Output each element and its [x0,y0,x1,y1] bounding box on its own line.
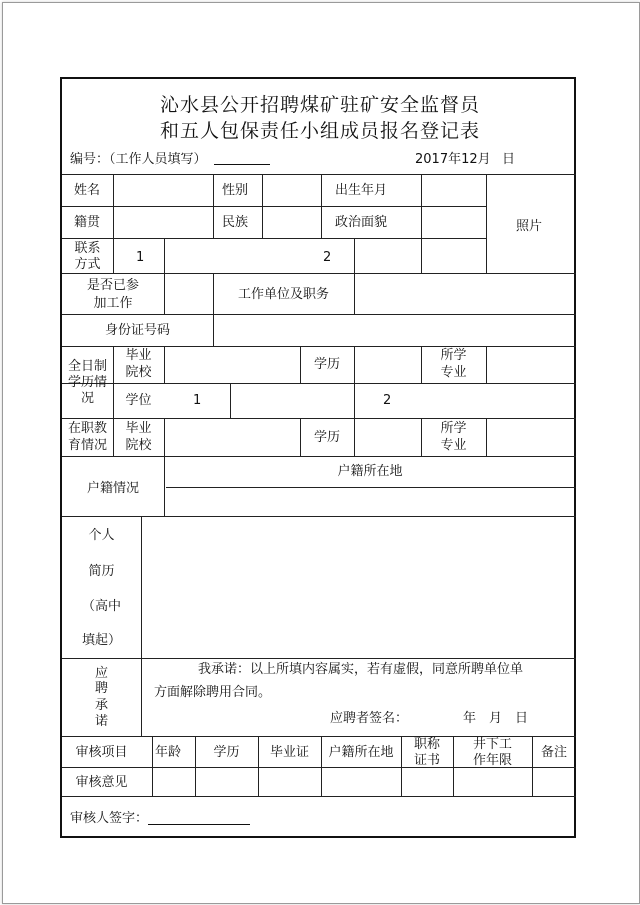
pledge-sign-label: 应聘者签名： [330,711,409,726]
day-label: 日 [502,152,516,167]
review-underground-label-1: 井下工 [472,737,512,752]
ethnicity-label: 民族 [222,215,249,230]
review-title-cert-label-2: 证书 [413,753,440,768]
pledge-label-1: 应 [94,666,108,681]
birth-label: 出生年月 [335,183,388,198]
contact-label-1: 联系 [74,241,101,256]
inservice-label-1: 在职教 [67,421,107,436]
pledge-label-3: 承 [94,698,108,713]
contact-label-2: 方式 [74,257,101,272]
political-status-label: 政治面貌 [335,215,388,230]
pledge-label-4: 诺 [94,714,108,729]
review-household-label: 户籍所在地 [328,745,394,760]
resume-label-4: 填起） [81,633,121,648]
fulltime-major-label-2: 专业 [440,365,467,380]
contact-1-label: 1 [136,250,145,265]
fulltime-label-2: 学历情 [67,375,107,390]
inservice-school-label-1: 毕业 [125,421,152,436]
resume-label-3: （高中 [81,599,121,614]
inservice-major-label-2: 专业 [440,438,467,453]
participated-label-2: 加工作 [93,296,133,311]
review-item-label: 审核项目 [75,745,128,760]
review-diploma-label: 毕业证 [269,745,309,760]
native-place-label: 籍贯 [74,215,101,230]
fulltime-school-label-1: 毕业 [125,348,152,363]
inservice-school-label-2: 院校 [125,438,152,453]
fulltime-label-1: 全日制 [67,359,107,374]
pledge-text-1: 我承诺：以上所填内容属实，若有虚假，同意所聘单位单 [198,662,524,677]
participated-label-1: 是否已参 [86,278,139,293]
pledge-date: 年 月 日 [463,711,529,726]
number-label: 编号：（工作人员填写） [70,152,207,167]
degree-2-label: 2 [383,393,392,408]
review-education-label: 学历 [213,745,240,760]
household-label: 户籍情况 [86,481,139,496]
number-blank[interactable] [214,164,270,165]
fulltime-education-label: 学历 [313,357,340,372]
date-text: 2017年12月 [415,152,491,167]
pledge-label-2: 聘 [94,681,108,696]
gender-label: 性别 [222,183,249,198]
photo-label: 照片 [516,219,543,234]
inservice-label-2: 育情况 [67,438,107,453]
reviewer-signature-label: 审核人签字： [70,811,149,826]
review-remark-label: 备注 [540,745,567,760]
reviewer-signature-line[interactable] [148,824,250,825]
form-title-line1: 沁水县公开招聘煤矿驻矿安全监督员 [159,94,480,116]
household-location-label: 户籍所在地 [337,464,403,479]
name-label: 姓名 [74,183,101,198]
fulltime-school-label-2: 院校 [125,365,152,380]
degree-label: 学位 [125,393,152,408]
fulltime-major-label-1: 所学 [440,348,467,363]
work-unit-label: 工作单位及职务 [237,287,329,302]
resume-label-2: 简历 [88,564,115,579]
inservice-education-label: 学历 [313,430,340,445]
review-age-label: 年龄 [154,745,181,760]
degree-1-label: 1 [193,393,202,408]
id-number-label: 身份证号码 [104,323,170,338]
inservice-major-label-1: 所学 [440,421,467,436]
pledge-text-2: 方面解除聘用合同。 [154,685,272,700]
form-title-line2: 和五人包保责任小组成员报名登记表 [159,120,480,142]
review-underground-label-2: 作年限 [472,753,512,768]
fulltime-label-3: 况 [80,391,94,406]
contact-2-label: 2 [323,250,332,265]
review-title-cert-label-1: 职称 [413,737,440,752]
resume-label-1: 个人 [88,528,115,543]
registration-form [60,77,576,838]
review-opinion-label: 审核意见 [75,775,128,790]
